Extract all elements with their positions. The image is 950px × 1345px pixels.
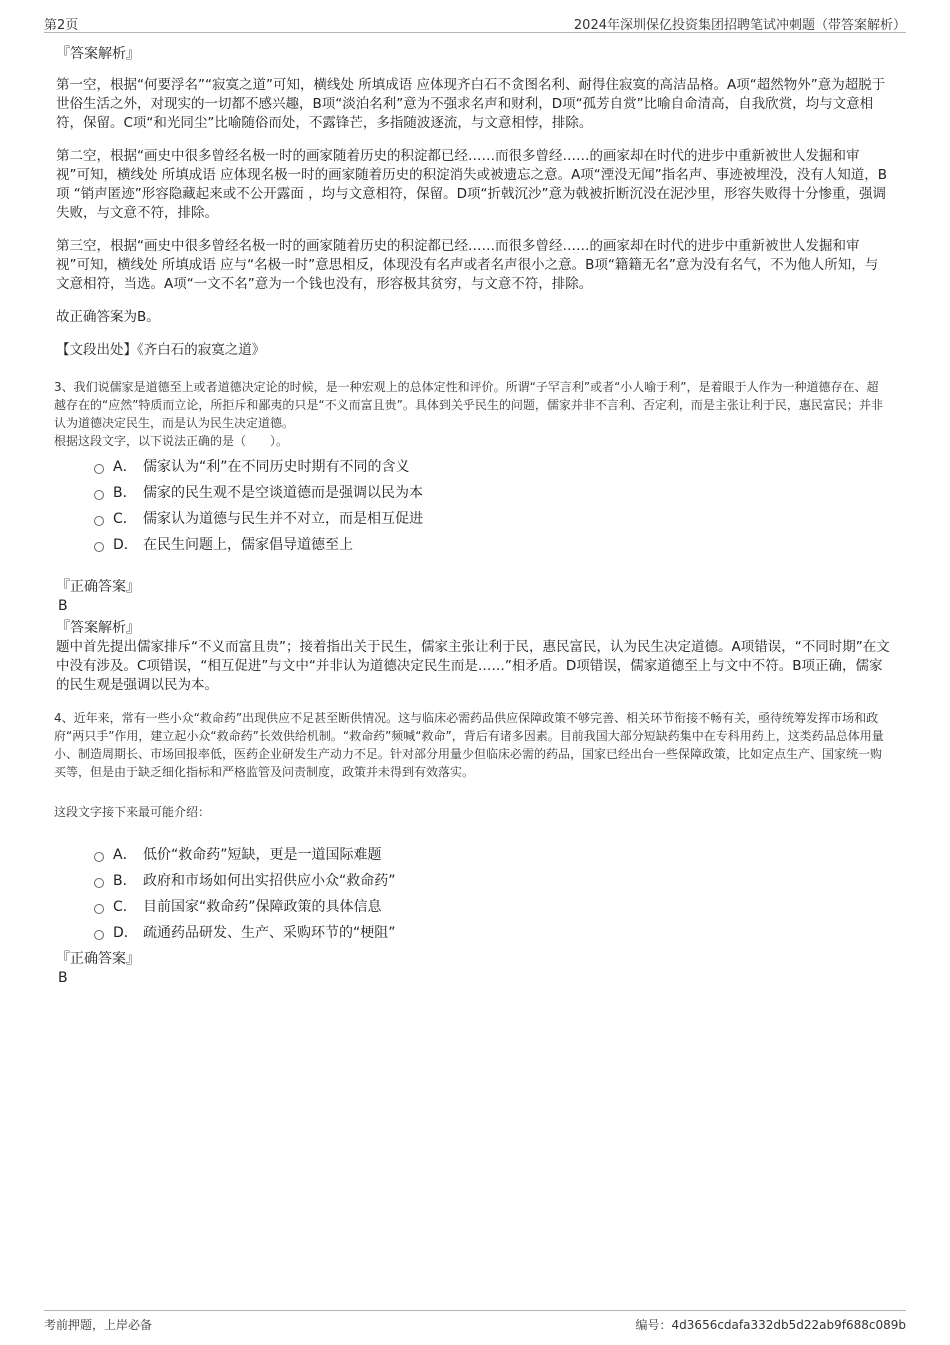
q2-source: 【文段出处】《齐白石的寂寞之道》	[56, 342, 266, 358]
option-a[interactable]	[94, 841, 890, 867]
question-3	[54, 378, 890, 450]
option-letter: B．	[113, 873, 137, 889]
option-text: 在民生问题上，儒家倡导道德至上	[143, 537, 353, 553]
q3-answer-label: 『正确答案』	[56, 579, 140, 595]
option-text: 儒家认为“利”在不同历史时期有不同的含义	[143, 459, 410, 475]
option-a[interactable]	[94, 453, 890, 479]
option-text: 低价“救命药”短缺，更是一道国际难题	[143, 847, 382, 863]
option-d[interactable]	[94, 919, 890, 945]
radio-icon[interactable]	[94, 464, 104, 474]
q2-analysis-paragraph: 第二空，根据“画史中很多曾经名极一时的画家随着历史的积淀都已经……而很多曾经……的画家却在时代的进步中重新被世人发掘和审视”可知，横线处 所填成语 应体现名极一时的画家随着历史的积淀消失或被遗忘之意。A项“湮没无闻”指名声、事迹被埋没，没有人知道，B项 “销声匿迹”形容隐藏起来或不公开露面 ，均与文意相符，保留。D项“折戟沉沙”意为戟被折断沉没在泥沙里，形容失败得十分惨重，强调失败，与文意不符，排除。	[56, 148, 888, 221]
q3-answer: B	[58, 598, 68, 614]
option-text: 政府和市场如何出实招供应小众“救命药”	[143, 873, 396, 889]
option-b[interactable]	[94, 867, 890, 893]
radio-icon[interactable]	[94, 542, 104, 552]
radio-icon[interactable]	[94, 930, 104, 940]
radio-icon[interactable]	[94, 490, 104, 500]
question-prompt: 根据这段文字，以下说法正确的是（ ）。	[54, 434, 289, 448]
q3-analysis: 题中首先提出儒家排斥“不义而富且贵”；接着指出关于民生，儒家主张让利于民，惠民富民，认为民生决定道德。A项错误，“不同时期”在文中没有涉及。C项错误，“相互促进”与文中“并非认为道德决定民生而是……”相矛盾。D项错误，儒家道德至上与文中不符。B项正确，儒家的民生观是强调以民为本。	[56, 639, 890, 693]
option-letter: B．	[113, 485, 137, 501]
q4-answer: B	[58, 970, 68, 986]
option-d[interactable]	[94, 531, 890, 557]
question-4	[54, 709, 890, 821]
radio-icon[interactable]	[94, 852, 104, 862]
question-text: 3、我们说儒家是道德至上或者道德决定论的时候，是一种宏观上的总体定性和评价。所谓“子罕言利”或者“小人喻于利”，是着眼于人作为一种道德存在、超越存在的“应然”特质而立论，所拒斥和鄙夷的只是“不义而富且贵”。具体到关乎民生的问题，儒家并非不言利、否定利，而是主张让利于民，惠民富民；并非认为道德决定民生，而是认为民生决定道德。	[54, 380, 883, 430]
main-content	[56, 44, 890, 988]
q2-analysis-label: 『答案解析』	[56, 46, 140, 62]
q2-conclusion: 故正确答案为B。	[56, 309, 160, 325]
footer-slogan: 考前押题，上岸必备	[44, 1318, 153, 1332]
q3-options	[94, 453, 890, 557]
option-text: 目前国家“救命药”保障政策的具体信息	[143, 899, 382, 915]
page-header	[44, 10, 906, 33]
document-title: 2024年深圳保亿投资集团招聘笔试冲刺题（带答案解析）	[573, 18, 906, 33]
option-letter: D．	[113, 537, 138, 553]
q2-analysis-paragraph: 第三空，根据“画史中很多曾经名极一时的画家随着历史的积淀都已经……而很多曾经……的画家却在时代的进步中重新被世人发掘和审视”可知，横线处 所填成语 应与“名极一时”意思相反，体现没有名声或者名声很小之意。B项“籍籍无名”意为没有名气，不为他人所知，与文意相符，当选。A项“一文不名”意为一个钱也没有，形容极其贫穷，与文意不符，排除。	[56, 238, 879, 292]
page-footer	[44, 1310, 906, 1332]
document-id: 编号：4d3656cdafa332db5d22ab9f688c089b	[635, 1318, 906, 1332]
radio-icon[interactable]	[94, 878, 104, 888]
option-c[interactable]	[94, 893, 890, 919]
q2-analysis-paragraph: 第一空，根据“何要浮名”“寂寞之道”可知，横线处 所填成语 应体现齐白石不贪图名利、耐得住寂寞的高洁品格。A项“超然物外”意为超脱于世俗生活之外，对现实的一切都不感兴趣，B项“淡泊名利”意为不强求名声和财利，D项“孤芳自赏”比喻自命清高，自我欣赏，均与文意相符，保留。C项“和光同尘”比喻随俗而处，不露锋芒，多指随波逐流，与文意相悖，排除。	[56, 77, 886, 131]
option-text: 儒家的民生观不是空谈道德而是强调以民为本	[143, 485, 423, 501]
q4-options	[94, 841, 890, 945]
option-b[interactable]	[94, 479, 890, 505]
question-text: 4、近年来，常有一些小众“救命药”出现供应不足甚至断供情况。这与临床必需药品供应保障政策不够完善、相关环节衔接不畅有关，亟待统筹发挥市场和政府“两只手”作用，建立起小众“救命药”长效供给机制。“救命药”频喊“救命”，背后有诸多因素。目前我国大部分短缺药集中在专科用药上，这类药品总体用量小、制造周期长、市场回报率低，医药企业研发生产动力不足。针对部分用量少但临床必需的药品，国家已经出台一些保障政策，比如定点生产、国家统一购买等，但是由于缺乏细化指标和严格监管及问责制度，政策并未得到有效落实。	[54, 711, 884, 779]
option-letter: A．	[113, 459, 137, 475]
option-text: 疏通药品研发、生产、采购环节的“梗阻”	[143, 925, 396, 941]
option-letter: D．	[113, 925, 138, 941]
option-c[interactable]	[94, 505, 890, 531]
option-letter: C．	[113, 511, 137, 527]
option-letter: A．	[113, 847, 137, 863]
page-number: 第2页	[44, 18, 79, 33]
q3-analysis-label: 『答案解析』	[56, 620, 140, 636]
option-letter: C．	[113, 899, 137, 915]
question-prompt: 这段文字接下来最可能介绍：	[54, 805, 211, 819]
radio-icon[interactable]	[94, 904, 104, 914]
option-text: 儒家认为道德与民生并不对立，而是相互促进	[143, 511, 423, 527]
q4-answer-label: 『正确答案』	[56, 951, 140, 967]
radio-icon[interactable]	[94, 516, 104, 526]
